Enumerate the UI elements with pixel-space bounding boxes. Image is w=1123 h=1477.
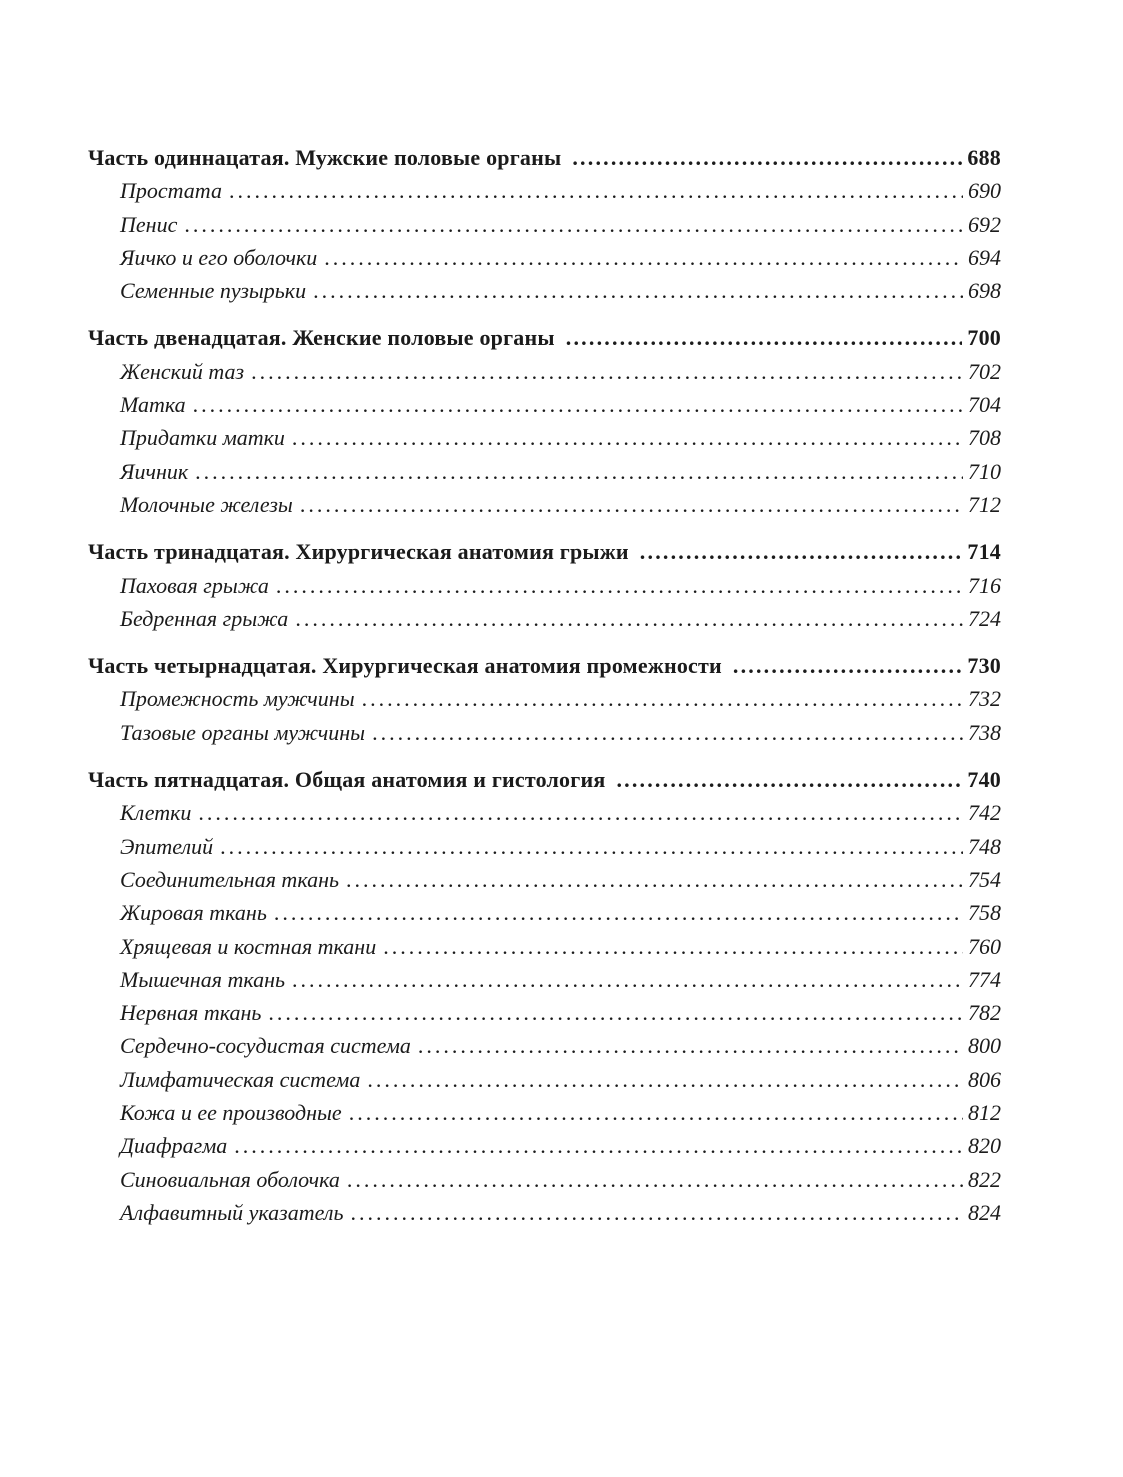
toc-item-row xyxy=(88,455,1001,488)
dot-leader xyxy=(367,1063,963,1096)
toc-item-page-number: 806 xyxy=(968,1066,1001,1092)
toc-item-row xyxy=(88,421,1001,454)
toc-section-items xyxy=(88,796,1001,1229)
toc-item-row xyxy=(88,1129,1001,1162)
toc-item-label: Молочные железы xyxy=(120,491,293,517)
dot-leader xyxy=(350,1196,963,1229)
toc-item-row xyxy=(88,569,1001,602)
dot-leader xyxy=(566,321,963,354)
toc-item-row xyxy=(88,355,1001,388)
toc-section-page-number: 700 xyxy=(967,325,1001,351)
toc-item-page-number: 716 xyxy=(968,572,1001,598)
toc-item-page-number: 812 xyxy=(968,1100,1001,1126)
toc-section-page-number: 688 xyxy=(967,145,1001,170)
toc-item-row xyxy=(88,863,1001,896)
toc-item-page-number: 704 xyxy=(968,392,1001,418)
toc-item-page-number: 820 xyxy=(968,1133,1001,1159)
toc-section-row xyxy=(88,321,1001,354)
table-of-contents xyxy=(88,141,1001,1229)
toc-item-row xyxy=(88,963,1001,996)
toc-item-label: Кожа и ее производные xyxy=(120,1100,342,1126)
toc-section xyxy=(88,763,1001,1229)
dot-leader xyxy=(362,682,963,715)
toc-item-page-number: 760 xyxy=(968,933,1001,959)
toc-section-page-number: 714 xyxy=(967,539,1001,565)
toc-item-label: Яичко и его оболочки xyxy=(120,244,318,270)
toc-section-title: Часть одиннацатая. Мужские половые органы xyxy=(88,145,562,170)
toc-item-page-number: 690 xyxy=(968,178,1001,204)
toc-item-page-number: 800 xyxy=(968,1033,1001,1059)
toc-item-label: Хрящевая и костная ткани xyxy=(120,933,377,959)
toc-section-title: Часть четырнадцатая. Хирургическая анатомия промежности xyxy=(88,653,722,679)
toc-item-label: Семенные пузырьки xyxy=(120,278,307,304)
dot-leader xyxy=(572,141,962,174)
toc-item-label: Промежность мужчины xyxy=(120,686,355,712)
toc-item-label: Нервная ткань xyxy=(120,1000,262,1026)
toc-item-page-number: 694 xyxy=(968,244,1001,270)
toc-item-page-number: 822 xyxy=(968,1166,1001,1192)
dot-leader xyxy=(268,996,963,1029)
toc-section-items xyxy=(88,569,1001,636)
toc-item-row xyxy=(88,796,1001,829)
toc-item-row xyxy=(88,241,1001,274)
dot-leader xyxy=(640,535,963,568)
toc-item-label: Диафрагма xyxy=(120,1133,228,1159)
dot-leader xyxy=(229,174,963,207)
dot-leader xyxy=(193,388,963,421)
toc-section-title: Часть пятнадцатая. Общая анатомия и гистология xyxy=(88,767,606,793)
toc-item-label: Клетки xyxy=(120,800,192,826)
toc-item-label: Женский таз xyxy=(120,358,245,384)
toc-item-label: Жировая ткань xyxy=(120,900,267,926)
toc-item-row xyxy=(88,1163,1001,1196)
dot-leader xyxy=(418,1029,963,1062)
toc-section-row xyxy=(88,763,1001,796)
toc-item-row xyxy=(88,682,1001,715)
toc-item-label: Лимфатическая система xyxy=(120,1066,361,1092)
toc-item-row xyxy=(88,208,1001,241)
toc-item-row xyxy=(88,274,1001,307)
toc-section-items xyxy=(88,355,1001,521)
toc-item-row xyxy=(88,996,1001,1029)
toc-item-page-number: 758 xyxy=(968,900,1001,926)
toc-item-page-number: 824 xyxy=(968,1199,1001,1225)
dot-leader xyxy=(346,863,963,896)
toc-item-label: Пенис xyxy=(120,211,178,237)
toc-item-page-number: 732 xyxy=(968,686,1001,712)
dot-leader xyxy=(292,963,963,996)
toc-item-label: Паховая грыжа xyxy=(120,572,269,598)
dot-leader xyxy=(276,569,963,602)
dot-leader xyxy=(274,896,963,929)
toc-section-items xyxy=(88,174,1001,307)
toc-item-page-number: 692 xyxy=(968,211,1001,237)
toc-item-page-number: 712 xyxy=(968,491,1001,517)
toc-item-row xyxy=(88,388,1001,421)
toc-item-label: Эпителий xyxy=(120,833,214,859)
toc-item-row xyxy=(88,830,1001,863)
toc-item-label: Яичник xyxy=(120,458,189,484)
dot-leader xyxy=(220,830,963,863)
dot-leader xyxy=(198,796,963,829)
toc-item-row xyxy=(88,896,1001,929)
toc-item-row xyxy=(88,1063,1001,1096)
toc-section-page-number: 740 xyxy=(967,767,1001,793)
toc-section xyxy=(88,535,1001,635)
toc-item-page-number: 782 xyxy=(968,1000,1001,1026)
toc-section-row xyxy=(88,649,1001,682)
toc-item-row xyxy=(88,1196,1001,1229)
toc-item-page-number: 698 xyxy=(968,278,1001,304)
toc-item-label: Бедренная грыжа xyxy=(120,605,289,631)
dot-leader xyxy=(616,763,962,796)
toc-item-row xyxy=(88,716,1001,749)
dot-leader xyxy=(347,1163,963,1196)
toc-item-page-number: 708 xyxy=(968,425,1001,451)
dot-leader xyxy=(295,602,963,635)
toc-item-page-number: 748 xyxy=(968,833,1001,859)
toc-item-label: Матка xyxy=(120,392,186,418)
dot-leader xyxy=(292,421,963,454)
toc-item-row xyxy=(88,1096,1001,1129)
dot-leader xyxy=(733,649,963,682)
toc-section xyxy=(88,321,1001,521)
dot-leader xyxy=(372,716,963,749)
toc-item-page-number: 710 xyxy=(968,458,1001,484)
dot-leader xyxy=(324,241,963,274)
toc-item-page-number: 724 xyxy=(968,605,1001,631)
dot-leader xyxy=(184,208,963,241)
toc-item-row xyxy=(88,930,1001,963)
dot-leader xyxy=(300,488,963,521)
toc-item-page-number: 774 xyxy=(968,966,1001,992)
dot-leader xyxy=(313,274,963,307)
toc-item-label: Алфавитный указатель xyxy=(120,1199,344,1225)
toc-item-label: Сердечно-сосудистая система xyxy=(120,1033,411,1059)
toc-section-title: Часть тринадцатая. Хирургическая анатомия грыжи xyxy=(88,539,629,565)
toc-item-row xyxy=(88,602,1001,635)
toc-item-page-number: 754 xyxy=(968,866,1001,892)
toc-section-row xyxy=(88,535,1001,568)
toc-item-label: Придатки матки xyxy=(120,425,285,451)
toc-item-label: Простата xyxy=(120,178,222,204)
toc-item-page-number: 738 xyxy=(968,719,1001,745)
toc-section-page-number: 730 xyxy=(967,653,1001,679)
toc-item-row xyxy=(88,1029,1001,1062)
toc-item-page-number: 742 xyxy=(968,800,1001,826)
toc-section-items xyxy=(88,682,1001,749)
dot-leader xyxy=(251,355,963,388)
dot-leader xyxy=(383,930,963,963)
toc-item-page-number: 702 xyxy=(968,358,1001,384)
dot-leader xyxy=(234,1129,963,1162)
toc-item-label: Соединительная ткань xyxy=(120,866,339,892)
toc-item-label: Тазовые органы мужчины xyxy=(120,719,366,745)
toc-section xyxy=(88,649,1001,749)
dot-leader xyxy=(349,1096,963,1129)
toc-item-label: Мышечная ткань xyxy=(120,966,285,992)
toc-item-row xyxy=(88,488,1001,521)
toc-item-row xyxy=(88,174,1001,207)
toc-section xyxy=(88,141,1001,307)
dot-leader xyxy=(195,455,963,488)
toc-section-title: Часть двенадцатая. Женские половые органы xyxy=(88,325,555,351)
toc-item-label: Синовиальная оболочка xyxy=(120,1166,340,1192)
toc-section-row xyxy=(88,141,1001,174)
